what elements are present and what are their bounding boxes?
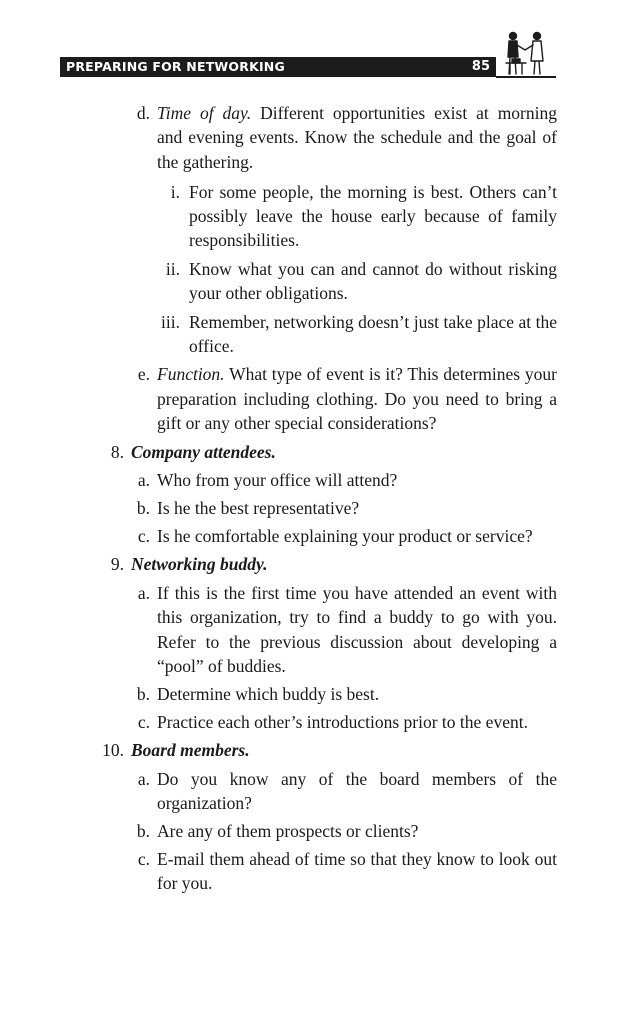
list-marker: c. [137, 712, 150, 732]
list-item-8b: Is he the best representative? [157, 498, 360, 518]
list-item-9a-line3: Refer to the previous discussion about developing a [157, 632, 557, 652]
list-item-d-ii-line1: Know what you can and cannot do without risking [189, 259, 557, 279]
list-marker: a. [137, 470, 150, 490]
term-time-of-day: Time of day. [157, 103, 252, 123]
section-heading-networking-buddy: Networking buddy. [131, 554, 268, 574]
list-item-d-iii-line1: Remember, networking doesn’t just take place at the [189, 312, 557, 332]
list-item-d-iii-line2: office. [189, 336, 234, 356]
list-marker: c. [137, 849, 150, 869]
list-item-d-i-line1: For some people, the morning is best. Others can’t [189, 182, 557, 202]
list-item-9a-line1: If this is the first time you have attended an event with [157, 583, 557, 603]
list-item-8c: Is he comfortable explaining your product or service? [157, 526, 533, 546]
section-heading-company-attendees: Company attendees. [131, 442, 276, 462]
list-marker: d. [136, 103, 150, 123]
list-marker: b. [136, 498, 150, 518]
list-item-10c-line2: for you. [157, 873, 213, 893]
list-item-d-i-line3: responsibilities. [189, 230, 300, 250]
list-item-d-i-line2: possibly leave the house early because of family [189, 206, 557, 226]
list-item-9a-line2: this organization, try to find a buddy to go with you. [157, 607, 557, 627]
list-item-9b: Determine which buddy is best. [157, 684, 380, 704]
list-item-9a-line4: “pool” of buddies. [157, 656, 286, 676]
list-marker: ii. [165, 259, 180, 279]
list-item-d-line2: and evening events. Know the schedule and the goal of [157, 127, 557, 147]
handshake-people-icon [496, 27, 556, 77]
list-marker: b. [136, 821, 150, 841]
term-function: Function. [157, 364, 225, 384]
list-marker: 8. [110, 442, 124, 462]
list-marker: 9. [110, 554, 124, 574]
list-item-10b: Are any of them prospects or clients? [157, 821, 419, 841]
list-item-e-line3: gift or any other special considerations? [157, 413, 437, 433]
list-item-9c: Practice each other’s introductions prior to the event. [157, 712, 528, 732]
running-header [60, 57, 496, 77]
list-marker: a. [137, 583, 150, 603]
list-item-10a-line2: organization? [157, 793, 252, 813]
list-marker: c. [137, 526, 150, 546]
list-marker: b. [136, 684, 150, 704]
list-item-e-line1: Function. What type of event is it? This determines your [157, 364, 557, 384]
list-item-d-line1: Time of day. Different opportunities exist at morning [157, 103, 557, 123]
list-item-10a-line1: Do you know any of the board members of the [157, 769, 557, 789]
list-item-10c-line1: E-mail them ahead of time so that they know to look out [157, 849, 557, 869]
list-marker: iii. [161, 312, 180, 332]
list-item-d-line3: the gathering. [157, 152, 254, 172]
list-marker: 10. [102, 740, 124, 760]
list-marker: i. [170, 182, 180, 202]
list-item-e-line2: preparation including clothing. Do you need to bring a [157, 389, 557, 409]
page-number: 85 [471, 59, 490, 74]
section-heading-board-members: Board members. [131, 740, 250, 760]
list-marker: a. [137, 769, 150, 789]
list-marker: e. [137, 364, 150, 384]
list-item-d-ii-line2: your other obligations. [189, 283, 348, 303]
list-item-8a: Who from your office will attend? [157, 470, 398, 490]
running-header-title: PREPARING FOR NETWORKING [66, 59, 285, 74]
